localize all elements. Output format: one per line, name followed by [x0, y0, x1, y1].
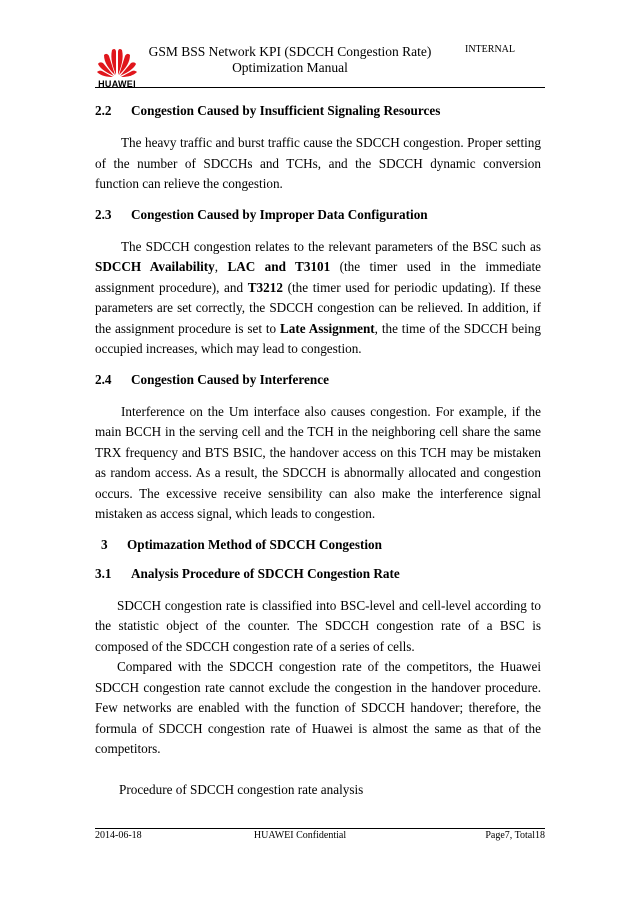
section-2-2-heading	[95, 102, 541, 120]
header-divider	[95, 87, 545, 88]
document-title-line1: GSM BSS Network KPI (SDCCH Congestion Rate)	[148, 44, 432, 59]
huawei-logo	[95, 43, 139, 89]
text-run: , the time of the SDCCH being occupied increases, which may lead to congestion.	[95, 320, 541, 356]
section-title: Optimazation Method of SDCCH Congestion	[127, 536, 382, 552]
text-run: ,	[214, 259, 228, 274]
text-run: (the timer used for periodic updating). If these parameters are set correctly, the SDCCH congestion can be relieved. In addition, if the assignment procedure is set to	[95, 279, 541, 336]
section-3-1-paragraph-2: Compared with the SDCCH congestion rate of the competitors, the Huawei SDCCH congestion rate cannot exclude the congestion in the handover procedure. Few networks are enabled with the function of SDCCH handover; therefore, the formula of SDCCH congestion rate of Huawei is almost the same as that of the competitors.	[95, 659, 541, 756]
section-number: 3	[101, 536, 108, 552]
logo-wordmark: HUAWEI	[98, 79, 136, 89]
param-late-assignment: Late Assignment	[279, 320, 375, 336]
section-2-3-heading	[95, 206, 541, 224]
param-sdcch-availability: SDCCH Availability	[95, 259, 215, 274]
footer-confidential: HUAWEI Confidential	[253, 830, 347, 841]
section-number: 2.2	[95, 103, 112, 118]
text-run: The SDCCH congestion relates to the relevant parameters of the BSC such as	[121, 238, 541, 254]
document-title	[145, 44, 435, 76]
footer-divider	[95, 828, 545, 829]
footer-page-number: Page7, Total18	[485, 830, 545, 841]
section-2-3-paragraph	[95, 237, 541, 360]
section-3-heading	[95, 536, 541, 554]
page-header	[95, 40, 545, 88]
section-number: 2.3	[95, 206, 112, 222]
param-t3212: T3212	[247, 279, 283, 295]
section-title: Analysis Procedure of SDCCH Congestion Rate	[131, 565, 400, 581]
section-2-2-paragraph: The heavy traffic and burst traffic cause the SDCCH congestion. Proper setting of the number of SDCCHs and TCHs, and the SDCCH dynamic conversion function can relieve the congestion.	[95, 135, 541, 191]
section-3-1-paragraph-3: Procedure of SDCCH congestion rate analysis	[119, 781, 364, 797]
section-number: 2.4	[95, 371, 112, 387]
document-body	[95, 100, 541, 800]
page-footer	[95, 830, 545, 844]
section-3-1-paragraph-1: SDCCH congestion rate is classified into BSC-level and cell-level according to the statistic object of the counter. The SDCCH congestion rate of a BSC is composed of the SDCCH congestion rate of a series of cells.	[95, 597, 541, 654]
document-title-line2: Optimization Manual	[232, 60, 348, 75]
classification-label: INTERNAL	[465, 44, 515, 55]
text-run: (the timer used in the immediate assignment procedure), and	[95, 259, 541, 295]
section-2-4-paragraph: Interference on the Um interface also causes congestion. For example, if the main BCCH in the serving cell and the TCH in the neighboring cell share the same TRX frequency and BTS BSIC, the handover access on this TCH may be mistaken as random access. As a result, the SDCCH is abnormally allocated and congestion occurs. The excessive receive sensibility can also make the interference signal mistaken as access signal, which leads to congestion.	[95, 403, 541, 521]
section-3-1-heading	[95, 565, 541, 583]
section-title: Congestion Caused by Improper Data Configuration	[131, 206, 428, 222]
section-2-4-heading	[95, 371, 541, 389]
section-number: 3.1	[95, 565, 112, 581]
section-title: Congestion Caused by Interference	[131, 371, 329, 387]
footer-date: 2014-06-18	[95, 830, 142, 841]
param-lac-t3101: LAC and T3101	[227, 259, 331, 274]
section-title: Congestion Caused by Insufficient Signaling Resources	[131, 103, 441, 118]
huawei-petal-icon	[95, 43, 139, 77]
